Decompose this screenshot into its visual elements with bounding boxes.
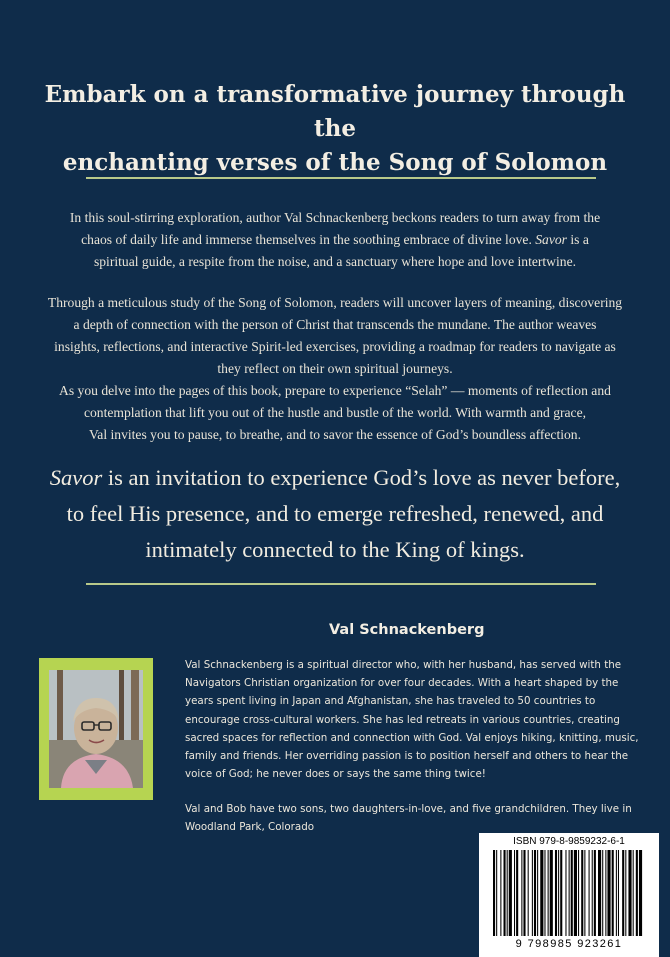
author-portrait-illustration bbox=[49, 670, 143, 788]
barcode-bar bbox=[523, 850, 525, 936]
barcode-bar bbox=[534, 850, 536, 936]
barcode-bar bbox=[560, 850, 562, 936]
closing-line-3: intimately connected to the King of kings. bbox=[145, 537, 525, 562]
barcode-bar bbox=[521, 850, 522, 936]
divider-top bbox=[86, 177, 596, 179]
barcode-bar bbox=[550, 850, 553, 936]
barcode-bar bbox=[616, 850, 617, 936]
p1-line-1: In this soul-stirring exploration, author Val Schnackenberg beckons readers to turn away from the bbox=[69, 210, 601, 225]
author-photo-frame bbox=[39, 658, 153, 800]
barcode-bar bbox=[540, 850, 543, 936]
barcode-bar bbox=[598, 850, 601, 936]
barcode-bar bbox=[639, 850, 642, 936]
p3-line-3: Val invites you to pause, to breathe, and to savor the essence of God’s boundless affection. bbox=[88, 427, 582, 442]
barcode-bar bbox=[555, 850, 557, 936]
barcode-bar bbox=[636, 850, 638, 936]
barcode-bar bbox=[602, 850, 603, 936]
barcode-bar bbox=[548, 850, 549, 936]
barcode-bar bbox=[622, 850, 624, 936]
author-family-note: Val and Bob have two sons, two daughters-in-love, and five grandchildren. They live in Woodland Park, Colorado bbox=[185, 803, 632, 834]
author-bio: Val Schnackenberg is a spiritual director who, with her husband, has served with the Navigators Christian organization for over four decades. With a heart shaped by the years spent living in Japan and Afghanistan, she has traveled to 50 countries to encourage cross-cultural workers. She has led retreats in various countries, creating sacred spaces for reflection and connection with God. Val enjoys hiking, knitting, music, family and friends. Her overriding passion is to position herself and others to hear the voice of God; he never does or says the same thing twice! bbox=[185, 659, 639, 781]
barcode-bar bbox=[569, 850, 570, 936]
barcode-bar bbox=[605, 850, 606, 936]
barcode-bar bbox=[558, 850, 559, 936]
p1-line-2: chaos of daily life and immerse themselves in the soothing embrace of divine love. Savor is a bbox=[81, 232, 589, 247]
barcode-bar bbox=[565, 850, 566, 936]
p3-line-2: contemplation that lift you out of the hustle and bustle of the world. With warmth and grace, bbox=[83, 405, 587, 420]
barcode-bar bbox=[628, 850, 631, 936]
barcode-bar bbox=[516, 850, 518, 936]
barcode-bar bbox=[574, 850, 577, 936]
barcode-bar bbox=[625, 850, 626, 936]
p3-line-1: As you delve into the pages of this book, prepare to experience “Selah” — moments of reflection and bbox=[59, 383, 611, 398]
barcode-bar bbox=[509, 850, 512, 936]
p2-line-2: a depth of connection with the person of Christ that transcends the mundane. The author weaves bbox=[73, 317, 597, 332]
barcode-bar bbox=[571, 850, 573, 936]
p2-line-4: they reflect on their own spiritual journeys. bbox=[217, 361, 453, 376]
barcode-bar bbox=[500, 850, 501, 936]
headline bbox=[30, 78, 640, 180]
description-paragraph-2 bbox=[40, 292, 630, 380]
barcode-bar bbox=[493, 850, 495, 936]
barcode-bar bbox=[589, 850, 590, 936]
barcode-bar bbox=[578, 850, 579, 936]
p2-line-1: Through a meticulous study of the Song of Solomon, readers will uncover layers of meaning, discovering bbox=[47, 295, 623, 310]
barcode-bar bbox=[496, 850, 497, 936]
description-paragraph-3 bbox=[40, 380, 630, 446]
barcode-bar bbox=[584, 850, 585, 936]
barcode-bar bbox=[514, 850, 515, 936]
divider-bottom bbox=[86, 583, 596, 585]
p2-line-3: insights, reflections, and interactive Spirit-led exercises, providing a roadmap for readers to navigate as bbox=[54, 339, 616, 354]
headline-line-1: Embark on a transformative journey through the bbox=[44, 81, 626, 142]
barcode-bar bbox=[537, 850, 538, 936]
book-title-italic: Savor bbox=[535, 232, 567, 247]
isbn-barcode bbox=[479, 833, 659, 957]
barcode-bar bbox=[532, 850, 533, 936]
barcode-bar bbox=[592, 850, 593, 936]
headline-line-2: enchanting verses of the Song of Solomon bbox=[62, 149, 608, 176]
barcode-digits: 9 798985 923261 bbox=[515, 938, 623, 950]
barcode-bar bbox=[633, 850, 634, 936]
closing-book-title: Savor bbox=[49, 465, 103, 490]
isbn-number: ISBN 979-8-9859232-6-1 bbox=[513, 836, 625, 847]
barcode-bar bbox=[607, 850, 610, 936]
barcode-bar bbox=[581, 850, 583, 936]
closing-line-2: to feel His presence, and to emerge refreshed, renewed, and bbox=[66, 501, 604, 526]
barcode-bar bbox=[544, 850, 545, 936]
barcode-bars bbox=[493, 850, 645, 936]
barcode-bar bbox=[618, 850, 619, 936]
barcode-bar bbox=[507, 850, 508, 936]
author-photo bbox=[49, 670, 143, 788]
closing-statement bbox=[20, 460, 650, 568]
barcode-bar bbox=[612, 850, 614, 936]
description-paragraph-1 bbox=[40, 207, 630, 273]
closing-line-1: Savor is an invitation to experience God’s love as never before, bbox=[49, 465, 621, 490]
p1-line-3: spiritual guide, a respite from the noise, and a sanctuary where hope and love intertwine. bbox=[93, 254, 577, 269]
barcode-bar bbox=[504, 850, 506, 936]
barcode-bar bbox=[594, 850, 596, 936]
author-name: Val Schnackenberg bbox=[329, 622, 485, 638]
barcode-bar bbox=[528, 850, 529, 936]
